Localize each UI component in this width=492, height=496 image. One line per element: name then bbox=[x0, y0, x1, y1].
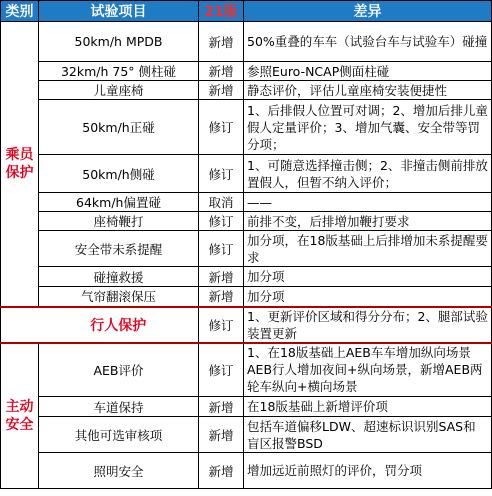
header-diff: 差异 bbox=[244, 1, 492, 22]
section-occupant bbox=[1, 22, 39, 307]
header-version-label: 21版 bbox=[204, 4, 238, 20]
table-row bbox=[1, 343, 492, 397]
header-version bbox=[199, 1, 244, 22]
table-row bbox=[1, 287, 492, 307]
row-diff: 包括车道偏移LDW、超速标识识别SAS和盲区报警BSD bbox=[244, 417, 492, 453]
row-item: AEB评价 bbox=[39, 343, 199, 397]
row-diff: 参照Euro-NCAP侧面柱碰 bbox=[244, 62, 492, 81]
row-diff: 加分项 bbox=[244, 267, 492, 287]
row-diff: 加分项，在18版基础上后排增加未系提醒要求 bbox=[244, 231, 492, 267]
row-change: 修订 bbox=[199, 231, 244, 267]
row-item: 气帘翻滚保压 bbox=[39, 287, 199, 307]
row-item: 其他可选审核项 bbox=[39, 417, 199, 453]
section-occupant-label: 乘员 保护 bbox=[5, 146, 34, 181]
row-diff: 50%重叠的车车（试验台车与试验车）碰撞 bbox=[244, 22, 492, 62]
table-row bbox=[1, 100, 492, 155]
table-row bbox=[1, 193, 492, 212]
row-change: 新增 bbox=[199, 267, 244, 287]
row-diff: 1、可随意选择撞击侧；2、非撞击侧前排放置假人，但暂不纳入评价； bbox=[244, 155, 492, 193]
row-item: 安全带未系提醒 bbox=[39, 231, 199, 267]
section-pedestrian: 行人保护 bbox=[39, 307, 199, 343]
row-item: 32km/h 75° 侧柱碰 bbox=[39, 62, 199, 81]
row-change: 新增 bbox=[199, 62, 244, 81]
row-item: 50km/h侧碰 bbox=[39, 155, 199, 193]
table-row bbox=[1, 417, 492, 453]
table-row bbox=[1, 155, 492, 193]
header-item-label: 试验项目 bbox=[90, 4, 147, 20]
row-change: 修订 bbox=[199, 100, 244, 155]
table-row bbox=[1, 307, 492, 343]
row-change: 新增 bbox=[199, 22, 244, 62]
row-change: 新增 bbox=[199, 81, 244, 100]
row-diff: —— bbox=[244, 193, 492, 212]
section-active-label: 主动 安全 bbox=[5, 398, 34, 433]
row-item: 座椅鞭打 bbox=[39, 212, 199, 231]
row-diff: 静态评价，评估儿童座椅安装便捷性 bbox=[244, 81, 492, 100]
table-row bbox=[1, 81, 492, 100]
row-item: 50km/h MPDB bbox=[39, 22, 199, 62]
row-diff: 加分项 bbox=[244, 287, 492, 307]
header-row bbox=[1, 1, 492, 22]
section-active bbox=[1, 343, 39, 489]
row-change: 修订 bbox=[199, 307, 244, 343]
row-item: 64km/h偏置碰 bbox=[39, 193, 199, 212]
row-change: 修订 bbox=[199, 343, 244, 397]
header-item bbox=[39, 1, 199, 22]
row-diff: 1、后排假人位置可对调；2、增加后排儿童假人定量评价；3、增加气囊、安全带等罚分项； bbox=[244, 100, 492, 155]
row-change: 新增 bbox=[199, 287, 244, 307]
row-change: 取消 bbox=[199, 193, 244, 212]
row-change: 修订 bbox=[199, 155, 244, 193]
row-diff: 在18版基础上新增评价项 bbox=[244, 397, 492, 417]
row-diff: 增加远近前照灯的评价，罚分项 bbox=[244, 453, 492, 489]
row-item: 儿童座椅 bbox=[39, 81, 199, 100]
table-row bbox=[1, 397, 492, 417]
row-item: 50km/h正碰 bbox=[39, 100, 199, 155]
row-diff: 1、更新评价区域和得分分布；2、腿部试验装置更新 bbox=[244, 307, 492, 343]
row-change: 新增 bbox=[199, 397, 244, 417]
table-row bbox=[1, 22, 492, 62]
table-row bbox=[1, 62, 492, 81]
row-diff: 1、在18版基础上AEB车车增加纵向场景AEB行人增加夜间+纵向场景，新增AEB两轮车纵向+横向场景 bbox=[244, 343, 492, 397]
row-change: 新增 bbox=[199, 417, 244, 453]
row-item: 碰撞救援 bbox=[39, 267, 199, 287]
row-change: 新增 bbox=[199, 453, 244, 489]
header-category: 类别 bbox=[1, 1, 39, 22]
table-row bbox=[1, 231, 492, 267]
row-item: 车道保持 bbox=[39, 397, 199, 417]
row-diff: 前排不变，后排增加鞭打要求 bbox=[244, 212, 492, 231]
table-row bbox=[1, 267, 492, 287]
table-row bbox=[1, 212, 492, 231]
row-change: 修订 bbox=[199, 212, 244, 231]
row-item: 照明安全 bbox=[39, 453, 199, 489]
table-row bbox=[1, 453, 492, 489]
pedestrian-spacer bbox=[1, 307, 39, 343]
